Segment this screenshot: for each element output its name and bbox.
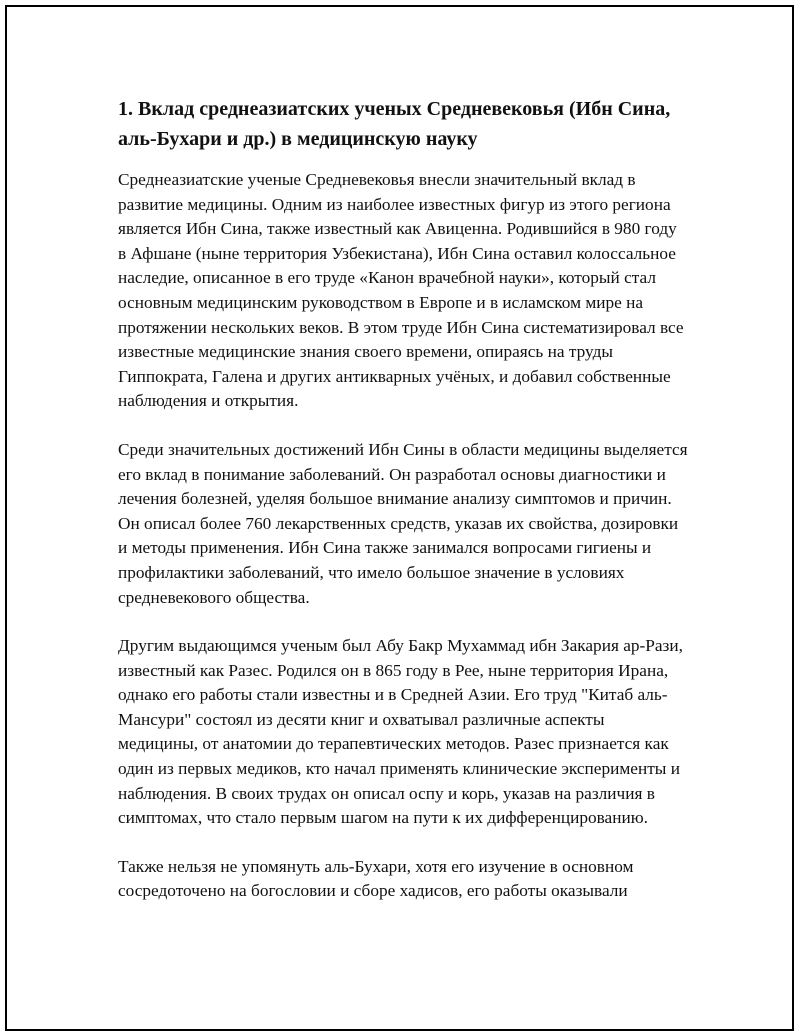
document-body xyxy=(118,94,688,928)
paragraph-ibn-sina-achievements: Среди значительных достижений Ибн Сины в области медицины выделяется его вклад в понимание заболеваний. Он разработал основы диагностики и лечения болезней, уделяя большое внимание анализу симптомов и причин. Он описал более 760 лекарственных средств, указав их свойства, дозировки и методы применения. Ибн Сина также занимался вопросами гигиены и профилактики заболеваний, что имело большое значение в условиях средневекового общества. xyxy=(118,439,688,607)
paragraph-ibn-sina-intro: Среднеазиатские ученые Средневековья внесли значительный вклад в развитие медицины. Одним из наиболее известных фигур из этого региона является Ибн Сина, также известный как Авиценна. Родившийся в 980 году в Афшане (ныне территория Узбекистана), Ибн Сина оставил колоссальное наследие, описанное в его труде «Канон врачебной науки», который стал основным медицинским руководством в Европе и в исламском мире на протяжении нескольких веков. В этом труде Ибн Сина систематизировал все известные медицинские знания своего времени, опираясь на труды Гиппократа, Галена и других антикварных учёных, и добавил собственные наблюдения и открытия. xyxy=(118,170,684,411)
paragraph-al-bukhari: Также нельзя не упомянуть аль-Бухари, хотя его изучение в основном сосредоточено на богословии и сборе хадисов, его работы оказывали xyxy=(118,856,634,901)
section-heading: 1. Вклад среднеазиатских ученых Средневековья (Ибн Сина, аль-Бухари и др.) в медицинскую науку xyxy=(118,98,671,150)
paragraph-razes: Другим выдающимся ученым был Абу Бакр Мухаммад ибн Закария ар-Рази, известный как Разес. Родился он в 865 году в Рее, ныне территория Ирана, однако его работы стали известны и в Средней Азии. Его труд "Китаб аль-Мансури" состоял из десяти книг и охватывал различные аспекты медицины, от анатомии до терапевтических методов. Разес признается как один из первых медиков, кто начал применять клинические эксперименты и наблюдения. В своих трудах он описал оспу и корь, указав на различия в симптомах, что стало первым шагом на пути к их дифференцированию. xyxy=(118,636,683,828)
